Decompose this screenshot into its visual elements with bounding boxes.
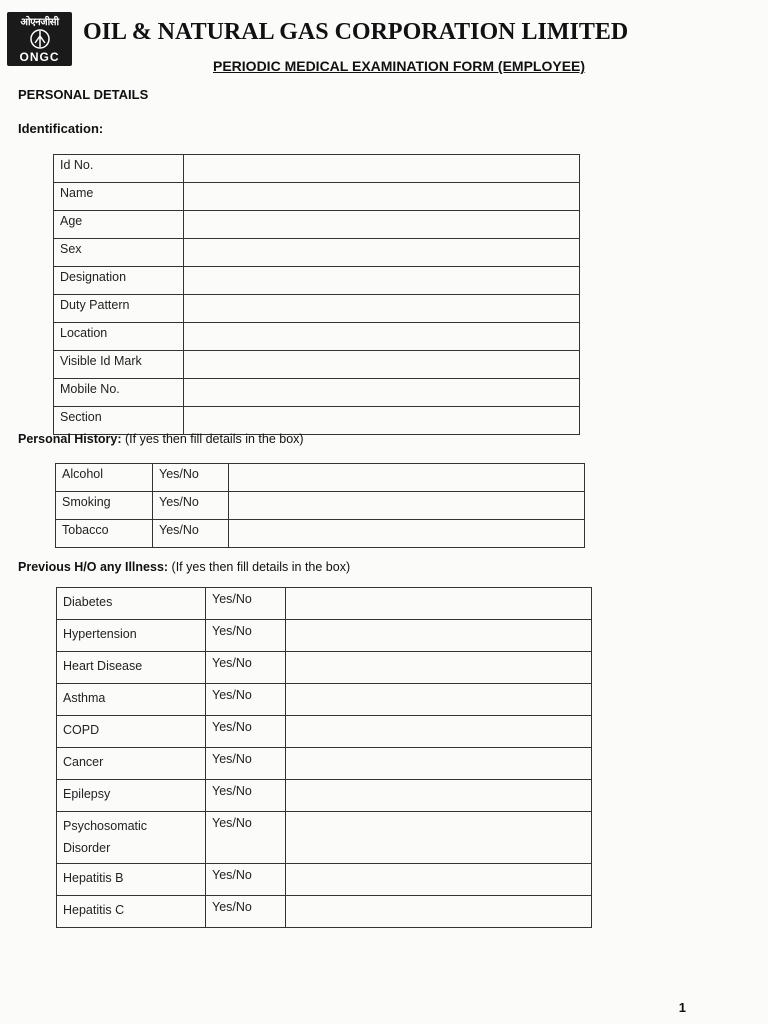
illness-details-asthma[interactable] (286, 684, 592, 716)
field-label-location: Location (54, 323, 184, 351)
page-number: 1 (678, 1000, 686, 1015)
field-label-id-no: Id No. (54, 155, 184, 183)
table-row (57, 896, 592, 928)
field-input-id-no[interactable] (184, 155, 580, 183)
table-row (57, 652, 592, 684)
illness-label-hepatitis-b (57, 864, 206, 896)
illness-details-cancer[interactable] (286, 748, 592, 780)
illness-details-hypertension[interactable] (286, 620, 592, 652)
illness-option-cancer[interactable]: Yes/No (206, 748, 286, 780)
personal-history-table (55, 463, 585, 548)
company-name: OIL & NATURAL GAS CORPORATION LIMITED (83, 19, 629, 45)
habit-details-alcohol[interactable] (229, 464, 585, 492)
habit-option-alcohol[interactable]: Yes/No (153, 464, 229, 492)
illness-details-hepatitis-b[interactable] (286, 864, 592, 896)
field-input-mobile-no[interactable] (184, 379, 580, 407)
table-row (57, 684, 592, 716)
field-label-sex: Sex (54, 239, 184, 267)
illness-table (56, 587, 592, 928)
field-input-age[interactable] (184, 211, 580, 239)
personal-history-heading (18, 432, 304, 446)
table-row (54, 239, 580, 267)
table-row (57, 812, 592, 864)
illness-name: Hepatitis C (63, 903, 125, 917)
illness-details-copd[interactable] (286, 716, 592, 748)
habit-details-smoking[interactable] (229, 492, 585, 520)
table-row (57, 716, 592, 748)
field-label-name: Name (54, 183, 184, 211)
field-input-section[interactable] (184, 407, 580, 435)
field-input-designation[interactable] (184, 267, 580, 295)
illness-label-psychosomatic (57, 812, 206, 864)
illness-label-diabetes (57, 588, 206, 620)
illness-label-copd (57, 716, 206, 748)
illness-name: Hypertension (63, 627, 137, 641)
illness-option-copd[interactable]: Yes/No (206, 716, 286, 748)
illness-name: Diabetes (63, 595, 113, 609)
illness-details-heart-disease[interactable] (286, 652, 592, 684)
illness-details-epilepsy[interactable] (286, 780, 592, 812)
illness-name: Heart Disease (63, 659, 143, 673)
illness-option-heart-disease[interactable]: Yes/No (206, 652, 286, 684)
illness-note: (If yes then fill details in the box) (171, 560, 351, 574)
illness-details-hepatitis-c[interactable] (286, 896, 592, 928)
personal-details-heading: PERSONAL DETAILS (18, 87, 149, 102)
field-input-sex[interactable] (184, 239, 580, 267)
illness-label-heart-disease (57, 652, 206, 684)
table-row (57, 780, 592, 812)
logo-hindi-text: ओएनजीसी (20, 17, 59, 28)
illness-label: Previous H/O any Illness: (18, 560, 169, 574)
field-input-name[interactable] (184, 183, 580, 211)
illness-details-diabetes[interactable] (286, 588, 592, 620)
habit-option-smoking[interactable]: Yes/No (153, 492, 229, 520)
illness-label-cancer (57, 748, 206, 780)
habit-option-tobacco[interactable]: Yes/No (153, 520, 229, 548)
field-label-duty-pattern: Duty Pattern (54, 295, 184, 323)
field-input-visible-id-mark[interactable] (184, 351, 580, 379)
illness-label-hypertension (57, 620, 206, 652)
field-label-age: Age (54, 211, 184, 239)
table-row (57, 588, 592, 620)
field-label-section: Section (54, 407, 184, 435)
ongc-logo (7, 12, 72, 66)
illness-option-hepatitis-c[interactable]: Yes/No (206, 896, 286, 928)
field-input-duty-pattern[interactable] (184, 295, 580, 323)
table-row (54, 183, 580, 211)
illness-name: COPD (63, 723, 100, 737)
illness-name-line2: Disorder (63, 841, 111, 855)
illness-name: Psychosomatic (63, 819, 148, 833)
illness-name: Cancer (63, 755, 104, 769)
field-input-location[interactable] (184, 323, 580, 351)
form-title: PERIODIC MEDICAL EXAMINATION FORM (EMPLOYEE) (213, 58, 586, 74)
table-row (54, 351, 580, 379)
table-row (54, 211, 580, 239)
habit-label-tobacco: Tobacco (56, 520, 153, 548)
table-row (57, 620, 592, 652)
illness-option-psychosomatic[interactable]: Yes/No (206, 812, 286, 864)
table-row (54, 295, 580, 323)
personal-history-label: Personal History: (18, 432, 122, 446)
table-row (56, 464, 585, 492)
table-row (54, 155, 580, 183)
table-row (57, 748, 592, 780)
illness-name: Asthma (63, 691, 106, 705)
field-label-visible-id-mark: Visible Id Mark (54, 351, 184, 379)
table-row (57, 864, 592, 896)
personal-history-note: (If yes then fill details in the box) (125, 432, 304, 446)
illness-heading (18, 560, 350, 574)
illness-label-hepatitis-c (57, 896, 206, 928)
table-row (54, 323, 580, 351)
flame-icon (29, 28, 51, 50)
illness-name: Epilepsy (63, 787, 111, 801)
illness-label-epilepsy (57, 780, 206, 812)
table-row (54, 379, 580, 407)
table-row (54, 267, 580, 295)
identification-heading: Identification: (18, 121, 104, 136)
illness-option-hepatitis-b[interactable]: Yes/No (206, 864, 286, 896)
illness-option-hypertension[interactable]: Yes/No (206, 620, 286, 652)
habit-label-alcohol: Alcohol (56, 464, 153, 492)
illness-label-asthma (57, 684, 206, 716)
table-row (56, 520, 585, 548)
field-label-mobile-no: Mobile No. (54, 379, 184, 407)
table-row (54, 407, 580, 435)
habit-label-smoking: Smoking (56, 492, 153, 520)
illness-option-asthma[interactable]: Yes/No (206, 684, 286, 716)
habit-details-tobacco[interactable] (229, 520, 585, 548)
field-label-designation: Designation (54, 267, 184, 295)
identification-table (53, 154, 580, 435)
illness-details-psychosomatic[interactable] (286, 812, 592, 864)
table-row (56, 492, 585, 520)
illness-name: Hepatitis B (63, 871, 124, 885)
illness-option-diabetes[interactable]: Yes/No (206, 588, 286, 620)
logo-text: ONGC (19, 50, 60, 64)
illness-option-epilepsy[interactable]: Yes/No (206, 780, 286, 812)
